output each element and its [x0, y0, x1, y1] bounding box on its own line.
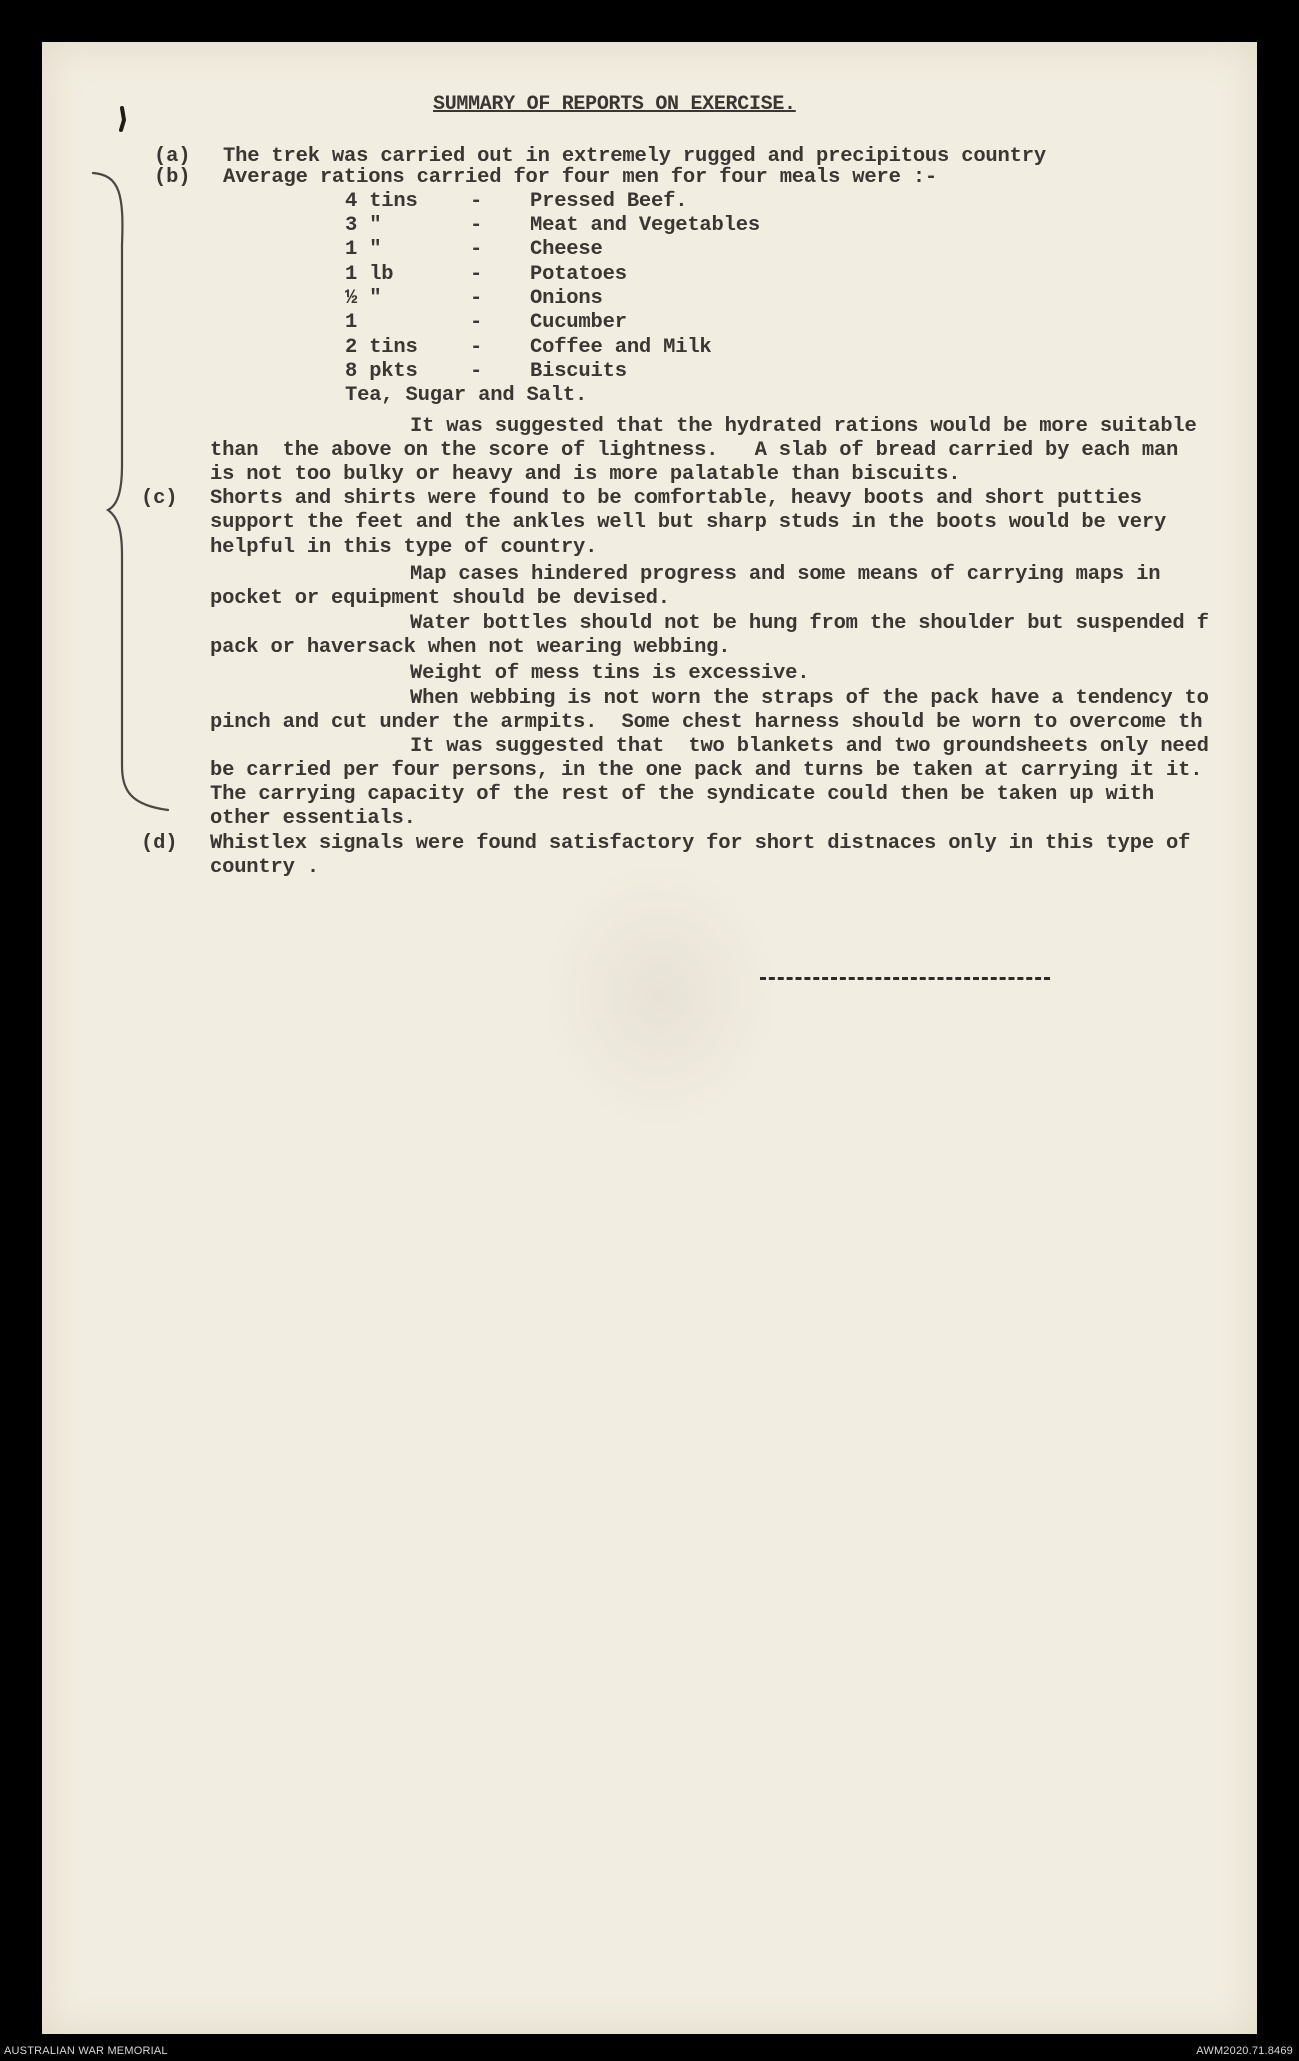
paragraph-line: It was suggested that the hydrated rations would be more suitable [410, 415, 1197, 438]
paragraph-line: It was suggested that two blankets and two groundsheets only need [410, 735, 1209, 758]
paragraph-line: Shorts and shirts were found to be comfortable, heavy boots and short putties [210, 487, 1142, 510]
paragraph-line: pinch and cut under the armpits. Some chest harness should be worn to overcome th [210, 711, 1203, 734]
ration-qty: 1 lb [345, 263, 394, 286]
ration-item: Cucumber [530, 311, 627, 334]
ration-dash: - [470, 214, 483, 237]
footer-archive-name: AUSTRALIAN WAR MEMORIAL [4, 2045, 168, 2057]
paragraph-line: Water bottles should not be hung from the shoulder but suspended f [410, 612, 1209, 635]
ration-dash: - [470, 238, 483, 261]
paragraph-line: is not too bulky or heavy and is more palatable than biscuits. [210, 463, 961, 486]
ration-dash: - [470, 287, 483, 310]
ration-item: Biscuits [530, 360, 627, 383]
footer-item-number: AWM2020.71.8469 [1196, 2045, 1293, 2057]
paragraph-line: country . [210, 856, 319, 879]
paragraph-line: than the above on the score of lightness. A slab of bread carried by each man [210, 439, 1179, 462]
ink-tick-mark [114, 106, 134, 136]
document-title: SUMMARY OF REPORTS ON EXERCISE. [433, 93, 796, 116]
paragraph-line: Whistlex signals were found satisfactory for short distnaces only in this type of [210, 832, 1191, 855]
ration-dash: - [470, 360, 483, 383]
ration-item: Meat and Vegetables [530, 214, 760, 237]
ration-item: Coffee and Milk [530, 336, 712, 359]
ration-item: Potatoes [530, 263, 627, 286]
pencil-brace-mark [38, 165, 178, 825]
ration-dash: - [470, 311, 483, 334]
ration-item: Cheese [530, 238, 603, 261]
ration-extra: Tea, Sugar and Salt. [345, 384, 588, 407]
paragraph-line: When webbing is not worn the straps of the pack have a tendency to [410, 687, 1209, 710]
paragraph-line: The carrying capacity of the rest of the syndicate could then be taken up with [210, 783, 1154, 806]
item-c-label: (c) [141, 487, 178, 510]
ration-dash: - [470, 190, 483, 213]
ration-qty: 1 " [345, 238, 382, 261]
ration-dash: - [470, 336, 483, 359]
item-a-text: The trek was carried out in extremely rugged and precipitous country [223, 145, 1046, 168]
item-a-label: (a) [154, 145, 191, 168]
ration-qty: 3 " [345, 214, 382, 237]
ration-qty: 4 tins [345, 190, 418, 213]
paragraph-line: be carried per four persons, in the one pack and turns be taken at carrying it it. [210, 759, 1203, 782]
item-b-label: (b) [154, 166, 191, 189]
ration-item: Pressed Beef. [530, 190, 688, 213]
closing-rule [760, 977, 1050, 980]
ration-qty: 8 pkts [345, 360, 418, 383]
ration-item: Onions [530, 287, 603, 310]
item-d-label: (d) [141, 832, 178, 855]
paragraph-line: pack or haversack when not wearing webbing. [210, 636, 731, 659]
ration-qty: ½ " [345, 287, 382, 310]
paragraph-line: other essentials. [210, 807, 416, 830]
paragraph-line: support the feet and the ankles well but sharp studs in the boots would be very [210, 511, 1167, 534]
paragraph-line: helpful in this type of country. [210, 536, 598, 559]
ration-dash: - [470, 263, 483, 286]
paragraph-line: Map cases hindered progress and some means of carrying maps in [410, 563, 1161, 586]
ration-qty: 2 tins [345, 336, 418, 359]
paragraph-line: Weight of mess tins is excessive. [410, 662, 810, 685]
ration-qty: 1 [345, 311, 358, 334]
item-b-intro: Average rations carried for four men for four meals were :- [223, 166, 938, 189]
paragraph-line: pocket or equipment should be devised. [210, 587, 670, 610]
